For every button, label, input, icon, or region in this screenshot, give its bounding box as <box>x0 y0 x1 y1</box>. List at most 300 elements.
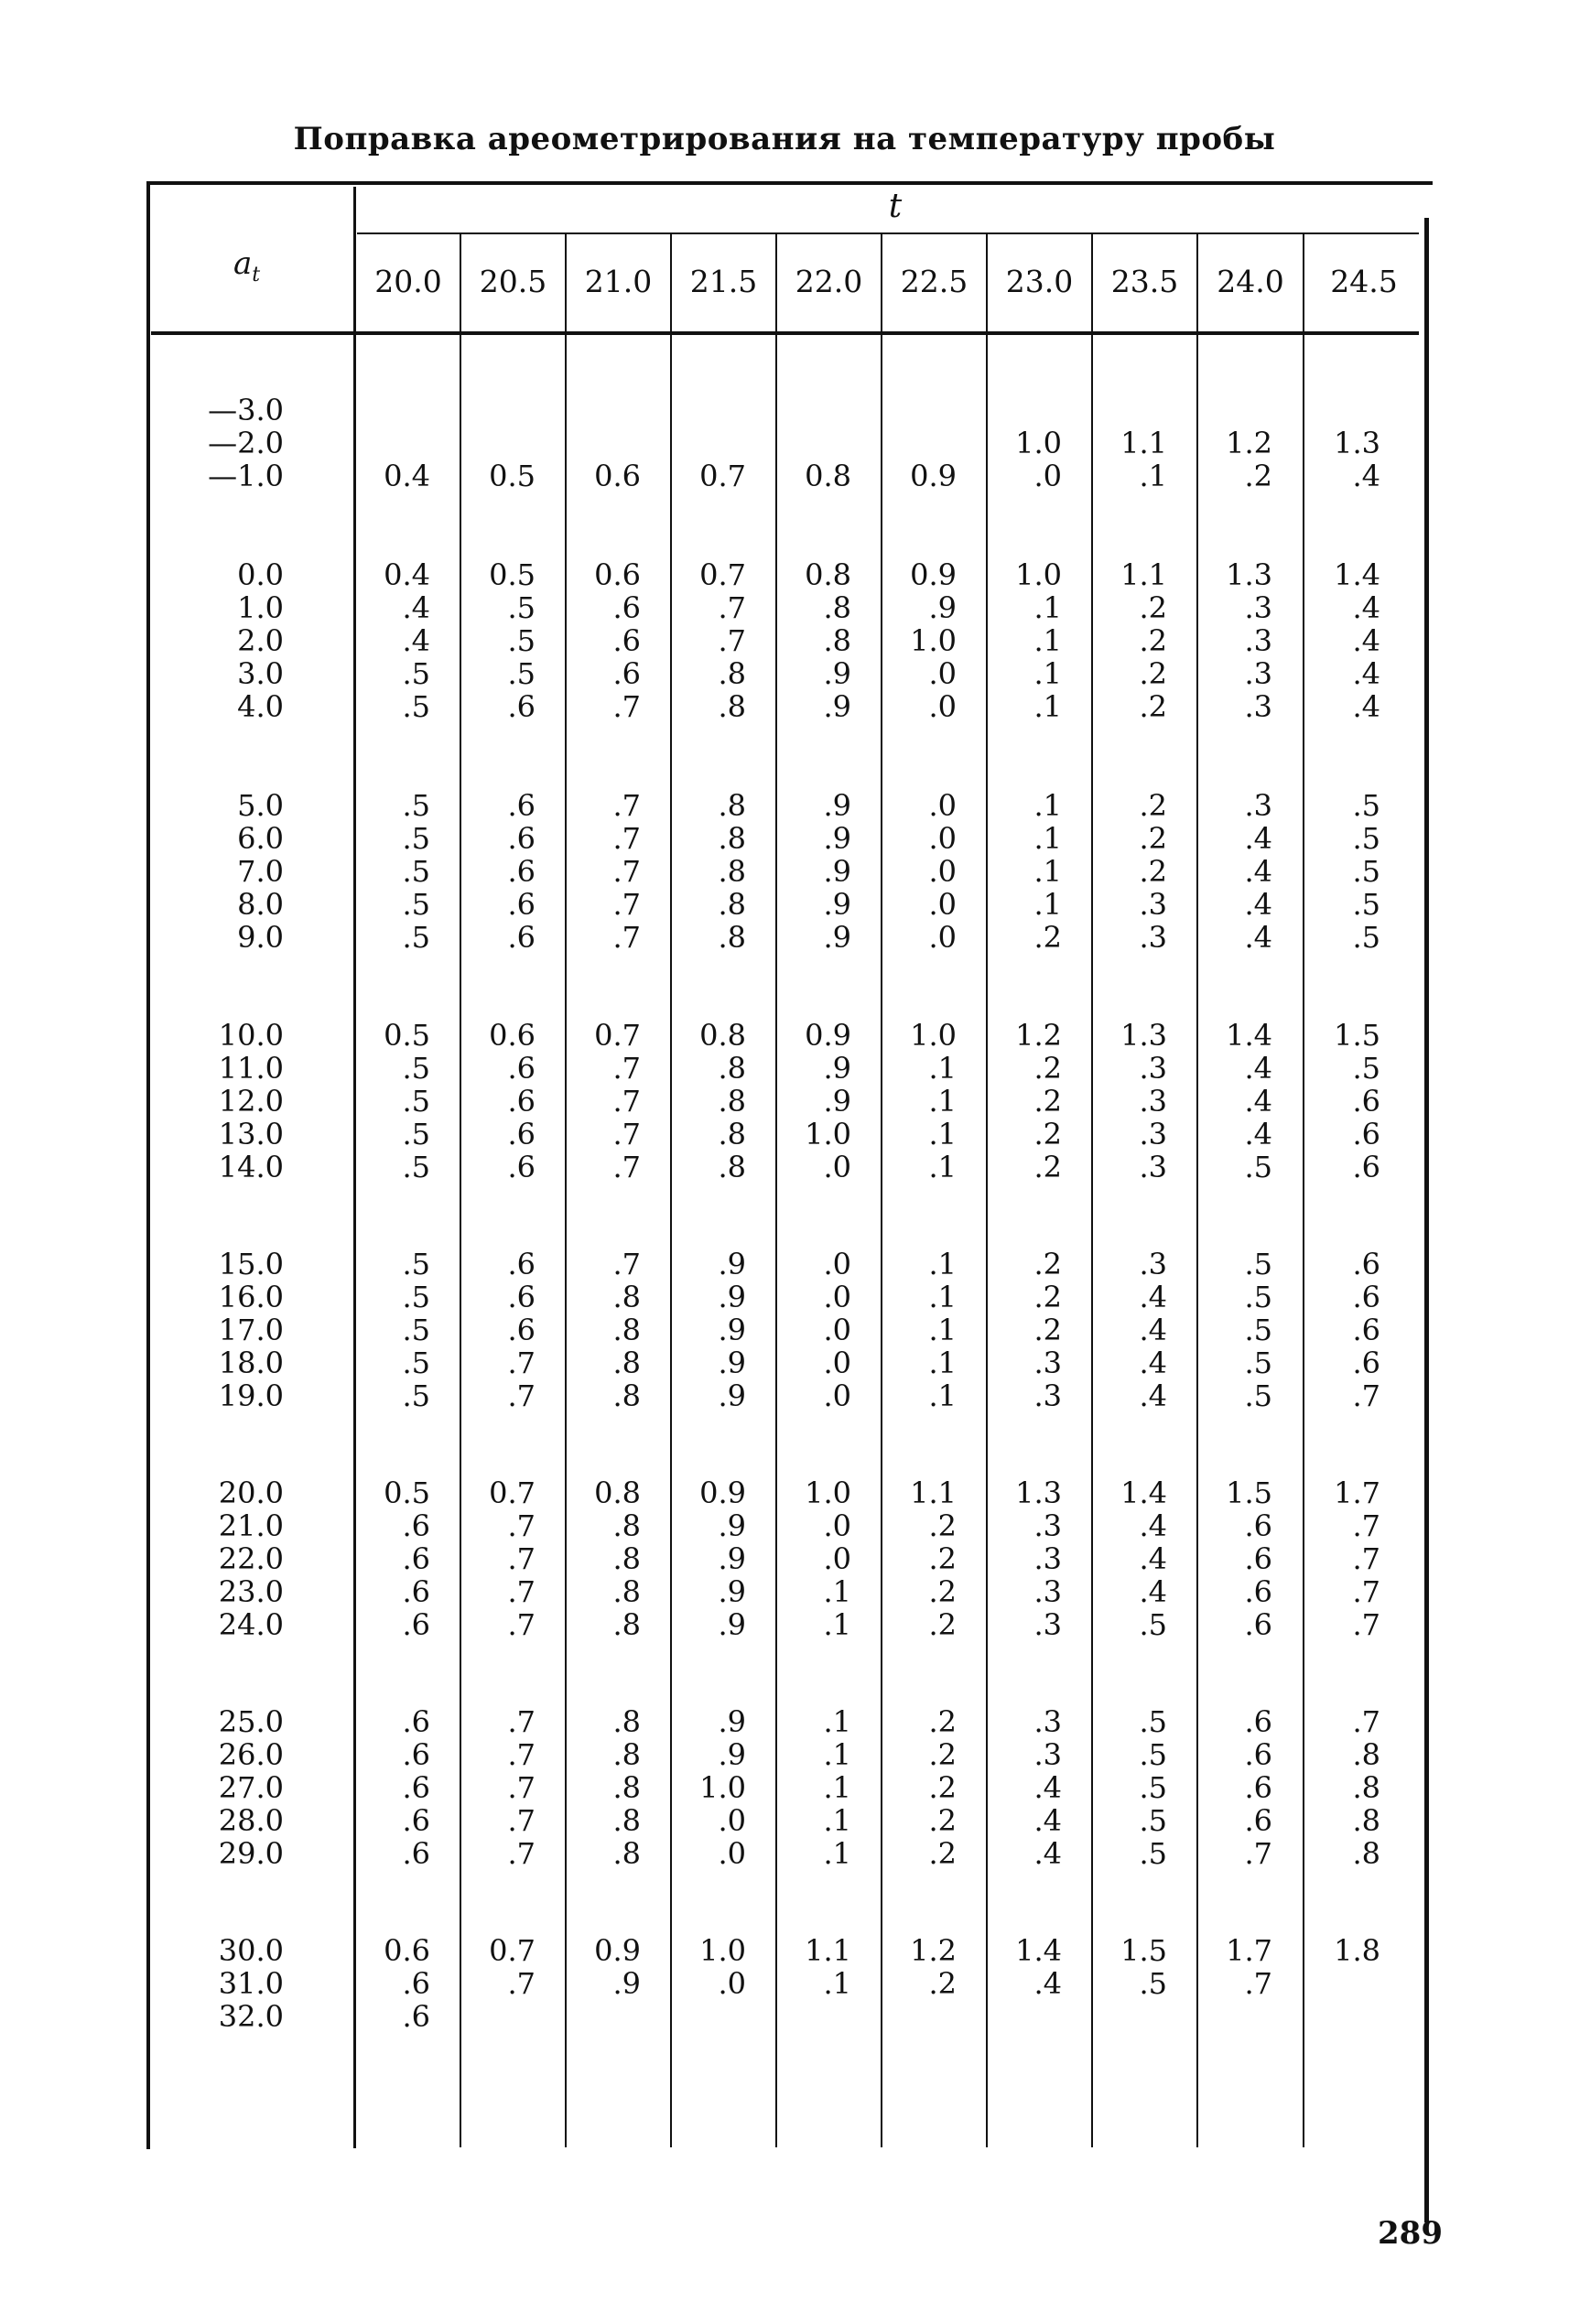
table-cell: .3 <box>1033 1737 1062 1772</box>
table-cell: .5 <box>402 689 430 724</box>
table-cell: .5 <box>1352 821 1380 856</box>
table-cell: 0.4 <box>384 459 430 493</box>
table-cell: .7 <box>612 920 641 955</box>
row-label: 29.0 <box>218 1836 284 1871</box>
table-cell: .9 <box>823 788 851 823</box>
table-cell: .4 <box>1139 1574 1167 1609</box>
row-label: 16.0 <box>218 1280 284 1314</box>
table-cell: .6 <box>1352 1280 1380 1314</box>
table-cell: .2 <box>928 1966 957 2001</box>
table-cell: .7 <box>507 1770 536 1805</box>
row-label: 20.0 <box>218 1475 284 1510</box>
row-label: 22.0 <box>218 1541 284 1576</box>
table-cell: .3 <box>1033 1508 1062 1543</box>
table-cell: .6 <box>1244 1704 1272 1739</box>
table-cell: .7 <box>507 1346 536 1380</box>
table-cell: .4 <box>1352 623 1380 658</box>
table-cell: 1.5 <box>1334 1018 1380 1053</box>
table-cell: .3 <box>1033 1607 1062 1642</box>
table-cell: .1 <box>1033 656 1062 691</box>
table-cell: .0 <box>823 1508 851 1543</box>
table-cell: .6 <box>1244 1607 1272 1642</box>
table-cell: .0 <box>823 1313 851 1347</box>
table-cell: .8 <box>823 623 851 658</box>
table-cell: .5 <box>402 854 430 889</box>
table-cell: .1 <box>823 1737 851 1772</box>
row-label: —2.0 <box>208 426 284 460</box>
table-cell: .0 <box>823 1346 851 1380</box>
table-cell: .0 <box>718 1966 746 2001</box>
table-cell: .2 <box>1033 1150 1062 1184</box>
table-cell: .5 <box>402 1280 430 1314</box>
table-cell: .5 <box>402 821 430 856</box>
table-cell: 0.5 <box>384 1018 430 1053</box>
table-cell: .1 <box>823 1803 851 1838</box>
table-cell: .2 <box>928 1770 957 1805</box>
table-cell: .7 <box>612 1150 641 1184</box>
table-cell: .3 <box>1033 1378 1062 1413</box>
at-header-letter: a <box>233 245 253 282</box>
t-header-label: t <box>888 188 903 225</box>
table-cell: .0 <box>823 1280 851 1314</box>
table-cell: .1 <box>823 1836 851 1871</box>
table-cell: .5 <box>1244 1378 1272 1413</box>
table-cell: .1 <box>823 1770 851 1805</box>
table-cell: .3 <box>1033 1346 1062 1380</box>
table-cell: .5 <box>1139 1966 1167 2001</box>
table-cell: .1 <box>1033 821 1062 856</box>
table-cell: .6 <box>1244 1770 1272 1805</box>
table-cell: .9 <box>718 1737 746 1772</box>
table-cell: 1.5 <box>1120 1933 1167 1968</box>
table-cell: .4 <box>402 623 430 658</box>
table-cell: 0.8 <box>805 557 851 592</box>
table-cell: .4 <box>1033 1836 1062 1871</box>
row-label: 4.0 <box>237 689 284 724</box>
row-label: 26.0 <box>218 1737 284 1772</box>
row-label: 1.0 <box>237 590 284 625</box>
table-cell: .9 <box>718 1607 746 1642</box>
table-cell: .4 <box>1033 1803 1062 1838</box>
table-cell: .5 <box>402 920 430 955</box>
table-cell: .2 <box>1033 1084 1062 1119</box>
table-cell: 1.7 <box>1226 1933 1272 1968</box>
table-cell: .5 <box>1352 788 1380 823</box>
table-cell: .8 <box>612 1346 641 1380</box>
table-cell: .7 <box>1244 1966 1272 2001</box>
table-cell: .4 <box>1352 459 1380 493</box>
table-cell: .6 <box>402 1704 430 1739</box>
column-header-20-5: 20.5 <box>479 264 547 299</box>
table-cell: .8 <box>612 1313 641 1347</box>
table-cell: 0.6 <box>489 1018 536 1053</box>
table-cell: .7 <box>612 821 641 856</box>
table-cell: 1.4 <box>1334 557 1380 592</box>
table-cell: .5 <box>402 788 430 823</box>
table-cell: .6 <box>507 1051 536 1086</box>
table-cell: .8 <box>612 1607 641 1642</box>
table-cell: .5 <box>1244 1280 1272 1314</box>
table-cell: .3 <box>1244 788 1272 823</box>
table-cell: .7 <box>612 854 641 889</box>
table-cell: .4 <box>1352 656 1380 691</box>
table-cell: .2 <box>928 1607 957 1642</box>
table-cell: .5 <box>402 1150 430 1184</box>
table-cell: .8 <box>1352 1836 1380 1871</box>
column-header-23-5: 23.5 <box>1110 264 1179 299</box>
table-cell: 0.9 <box>910 459 957 493</box>
table-cell: .3 <box>1139 1084 1167 1119</box>
at-header-subscript: t <box>252 263 261 286</box>
table-right-border <box>1424 218 1429 2222</box>
table-cell: .1 <box>928 1051 957 1086</box>
table-cell: .3 <box>1139 1051 1167 1086</box>
table-cell: .4 <box>1244 887 1272 922</box>
row-label: 2.0 <box>237 623 284 658</box>
table-cell: .2 <box>928 1803 957 1838</box>
row-label: —3.0 <box>208 393 284 427</box>
table-cell: .0 <box>823 1247 851 1281</box>
table-cell: .9 <box>718 1541 746 1576</box>
row-label: 11.0 <box>218 1051 284 1086</box>
table-cell: .4 <box>1033 1770 1062 1805</box>
table-cell: .5 <box>1139 1803 1167 1838</box>
table-cell: 1.0 <box>805 1117 851 1151</box>
table-cell: 0.8 <box>699 1018 746 1053</box>
row-label: 7.0 <box>237 854 284 889</box>
table-cell: 1.1 <box>1120 557 1167 592</box>
table-cell: .7 <box>612 1247 641 1281</box>
table-cell: .9 <box>823 656 851 691</box>
table-cell: .9 <box>928 590 957 625</box>
table-cell: .9 <box>718 1247 746 1281</box>
table-cell: 1.0 <box>1015 557 1062 592</box>
table-cell: .1 <box>1139 459 1167 493</box>
table-cell: .5 <box>1244 1313 1272 1347</box>
table-cell: .1 <box>1033 623 1062 658</box>
table-cell: .1 <box>823 1704 851 1739</box>
column-header-23-0: 23.0 <box>1005 264 1074 299</box>
table-cell: .2 <box>1244 459 1272 493</box>
table-cell: .6 <box>402 1574 430 1609</box>
table-cell: .8 <box>718 854 746 889</box>
column-header-24-0: 24.0 <box>1217 264 1284 299</box>
table-cell: 0.9 <box>910 557 957 592</box>
table-cell: .6 <box>507 821 536 856</box>
table-cell: .4 <box>1244 1117 1272 1151</box>
table-cell: .7 <box>507 1574 536 1609</box>
table-cell: .4 <box>1244 821 1272 856</box>
table-cell: .4 <box>1352 590 1380 625</box>
table-cell: .7 <box>1244 1836 1272 1871</box>
table-cell: .1 <box>1033 887 1062 922</box>
table-cell: .6 <box>507 1280 536 1314</box>
page-title: Поправка ареометрирования на температуру пробы <box>293 121 1276 157</box>
table-cell: .4 <box>1139 1313 1167 1347</box>
table-top-rule <box>146 181 1433 185</box>
table-cell: .6 <box>402 1836 430 1871</box>
row-label: 27.0 <box>218 1770 284 1805</box>
table-cell: .9 <box>823 887 851 922</box>
table-cell: .4 <box>1139 1346 1167 1380</box>
table-cell: .2 <box>1033 1051 1062 1086</box>
table-cell: .7 <box>612 689 641 724</box>
table-cell: .7 <box>1352 1574 1380 1609</box>
table-cell: .8 <box>612 1280 641 1314</box>
table-cell: .8 <box>718 821 746 856</box>
table-cell: .8 <box>1352 1770 1380 1805</box>
table-cell: .2 <box>928 1704 957 1739</box>
row-label: 14.0 <box>218 1150 284 1184</box>
table-cell: .7 <box>507 1508 536 1543</box>
table-cell: .6 <box>402 1508 430 1543</box>
table-cell: .6 <box>612 656 641 691</box>
table-cell: .6 <box>1352 1084 1380 1119</box>
table-cell: .7 <box>507 1966 536 2001</box>
table-cell: 0.9 <box>594 1933 641 1968</box>
table-cell: 0.5 <box>384 1475 430 1510</box>
table-cell: .5 <box>1244 1247 1272 1281</box>
table-cell: .5 <box>1352 1051 1380 1086</box>
table-cell: 1.3 <box>1120 1018 1167 1053</box>
header-bottom-rule <box>151 331 1419 335</box>
table-cell: .7 <box>612 887 641 922</box>
table-cell: .0 <box>928 887 957 922</box>
table-cell: 1.8 <box>1334 1933 1380 1968</box>
table-cell: .5 <box>507 623 536 658</box>
table-cell: 1.2 <box>910 1933 957 1968</box>
table-cell: .5 <box>402 1051 430 1086</box>
row-label: 10.0 <box>218 1018 284 1053</box>
table-cell: .9 <box>612 1966 641 2001</box>
table-cell: .9 <box>823 920 851 955</box>
row-label: 19.0 <box>218 1378 284 1413</box>
table-cell: .2 <box>1033 1313 1062 1347</box>
table-cell: 1.0 <box>910 1018 957 1053</box>
table-cell: .9 <box>718 1280 746 1314</box>
table-cell: .6 <box>507 854 536 889</box>
table-cell: .4 <box>1244 1084 1272 1119</box>
table-cell: .4 <box>402 590 430 625</box>
table-cell: 1.3 <box>1226 557 1272 592</box>
table-cell: 0.9 <box>805 1018 851 1053</box>
column-header-22-5: 22.5 <box>900 264 968 299</box>
table-cell: 1.4 <box>1226 1018 1272 1053</box>
table-cell: 0.8 <box>805 459 851 493</box>
row-label: 0.0 <box>237 557 284 592</box>
table-cell: .5 <box>1244 1346 1272 1380</box>
table-cell: .5 <box>1139 1704 1167 1739</box>
row-label: 25.0 <box>218 1704 284 1739</box>
table-cell: .6 <box>1244 1737 1272 1772</box>
table-cell: .7 <box>1352 1704 1380 1739</box>
table-cell: .8 <box>718 920 746 955</box>
table-cell: .8 <box>612 1574 641 1609</box>
table-cell: .7 <box>1352 1508 1380 1543</box>
table-cell: .4 <box>1244 854 1272 889</box>
table-cell: .5 <box>1352 854 1380 889</box>
column-header-24-5: 24.5 <box>1330 264 1398 299</box>
table-cell: .5 <box>402 656 430 691</box>
table-cell: .5 <box>402 1346 430 1380</box>
table-cell: .9 <box>823 1051 851 1086</box>
table-cell: 1.0 <box>699 1770 746 1805</box>
table-cell: 0.7 <box>489 1475 536 1510</box>
table-cell: .5 <box>1139 1770 1167 1805</box>
table-cell: .2 <box>1139 656 1167 691</box>
table-cell: 0.7 <box>699 557 746 592</box>
table-cell: .9 <box>718 1574 746 1609</box>
table-cell: .5 <box>402 887 430 922</box>
table-cell: .5 <box>1352 920 1380 955</box>
table-cell: .9 <box>823 821 851 856</box>
table-cell: .6 <box>1352 1346 1380 1380</box>
table-cell: .7 <box>718 590 746 625</box>
table-cell: .8 <box>718 887 746 922</box>
table-cell: .1 <box>1033 854 1062 889</box>
table-cell: .2 <box>928 1836 957 1871</box>
t-header-rule <box>357 232 1419 234</box>
table-cell: .3 <box>1244 656 1272 691</box>
table-cell: 1.0 <box>910 623 957 658</box>
table-cell: .1 <box>823 1966 851 2001</box>
table-cell: .0 <box>823 1541 851 1576</box>
table-cell: .3 <box>1139 1117 1167 1151</box>
table-cell: 1.3 <box>1015 1475 1062 1510</box>
row-label: 21.0 <box>218 1508 284 1543</box>
table-cell: .8 <box>718 1117 746 1151</box>
table-cell: .2 <box>928 1508 957 1543</box>
table-cell: .0 <box>718 1836 746 1871</box>
table-cell: .0 <box>928 656 957 691</box>
table-cell: .8 <box>612 1770 641 1805</box>
table-cell: .7 <box>1352 1541 1380 1576</box>
table-cell: .1 <box>928 1313 957 1347</box>
table-cell: .7 <box>1352 1378 1380 1413</box>
table-cell: 0.7 <box>489 1933 536 1968</box>
table-cell: 1.4 <box>1120 1475 1167 1510</box>
row-label: —1.0 <box>208 459 284 493</box>
table-cell: .6 <box>1352 1313 1380 1347</box>
row-label: 18.0 <box>218 1346 284 1380</box>
table-cell: .2 <box>1139 854 1167 889</box>
table-cell: .6 <box>1244 1803 1272 1838</box>
table-cell: .0 <box>928 689 957 724</box>
table-cell: .3 <box>1139 1247 1167 1281</box>
table-cell: .6 <box>612 623 641 658</box>
table-cell: .3 <box>1244 590 1272 625</box>
table-cell: .2 <box>1139 788 1167 823</box>
column-header-21-5: 21.5 <box>689 264 758 299</box>
table-cell: .6 <box>402 1803 430 1838</box>
table-cell: .1 <box>928 1084 957 1119</box>
table-cell: .3 <box>1139 887 1167 922</box>
table-cell: .6 <box>1352 1117 1380 1151</box>
table-cell: .1 <box>928 1378 957 1413</box>
table-cell: .4 <box>1139 1541 1167 1576</box>
table-cell: .2 <box>1139 590 1167 625</box>
table-cell: .8 <box>612 1378 641 1413</box>
row-label: 5.0 <box>237 788 284 823</box>
table-cell: .8 <box>718 1150 746 1184</box>
table-cell: .9 <box>718 1313 746 1347</box>
row-label: 32.0 <box>218 1999 284 2034</box>
table-cell: 1.7 <box>1334 1475 1380 1510</box>
table-cell: .1 <box>823 1607 851 1642</box>
table-cell: .1 <box>1033 590 1062 625</box>
table-cell: .6 <box>402 1770 430 1805</box>
table-cell: .7 <box>507 1737 536 1772</box>
table-cell: .3 <box>1139 1150 1167 1184</box>
table-cell: .6 <box>507 1117 536 1151</box>
table-cell: .8 <box>612 1836 641 1871</box>
table-cell: .7 <box>1352 1607 1380 1642</box>
table-cell: 0.7 <box>594 1018 641 1053</box>
at-header-label <box>233 245 260 286</box>
table-cell: .6 <box>1352 1150 1380 1184</box>
table-cell: 1.0 <box>805 1475 851 1510</box>
table-cell: .6 <box>1244 1508 1272 1543</box>
table-cell: .4 <box>1033 1966 1062 2001</box>
table-cell: 1.0 <box>1015 426 1062 460</box>
table-cell: .5 <box>402 1247 430 1281</box>
table-cell: .0 <box>928 854 957 889</box>
table-cell: .6 <box>507 1247 536 1281</box>
table-cell: .0 <box>718 1803 746 1838</box>
table-cell: .0 <box>823 1150 851 1184</box>
table-cell: .0 <box>928 821 957 856</box>
table-cell: 1.5 <box>1226 1475 1272 1510</box>
row-label: 6.0 <box>237 821 284 856</box>
table-cell: .5 <box>1139 1737 1167 1772</box>
table-cell: .4 <box>1139 1378 1167 1413</box>
table-cell: .7 <box>507 1378 536 1413</box>
row-label: 12.0 <box>218 1084 284 1119</box>
table-cell: .4 <box>1139 1508 1167 1543</box>
table-cell: .1 <box>823 1574 851 1609</box>
table-cell: .6 <box>507 887 536 922</box>
table-cell: 1.4 <box>1015 1933 1062 1968</box>
table-cell: .9 <box>718 1508 746 1543</box>
table-cell: .5 <box>507 656 536 691</box>
table-cell: .8 <box>612 1508 641 1543</box>
table-cell: .9 <box>823 689 851 724</box>
table-cell: .3 <box>1244 689 1272 724</box>
row-label: 9.0 <box>237 920 284 955</box>
table-cell: .7 <box>612 1084 641 1119</box>
table-cell: .7 <box>612 1051 641 1086</box>
table-cell: 1.3 <box>1334 426 1380 460</box>
table-cell: .0 <box>928 788 957 823</box>
table-cell: 0.5 <box>489 459 536 493</box>
table-cell: .6 <box>1352 1247 1380 1281</box>
table-cell: .7 <box>612 1117 641 1151</box>
table-cell: 0.7 <box>699 459 746 493</box>
table-cell: .2 <box>928 1574 957 1609</box>
table-cell: .1 <box>928 1150 957 1184</box>
table-cell: .4 <box>1352 689 1380 724</box>
table-cell: .7 <box>718 623 746 658</box>
table-cell: 0.6 <box>594 557 641 592</box>
table-cell: .1 <box>928 1280 957 1314</box>
table-cell: .2 <box>1033 1247 1062 1281</box>
row-label: 8.0 <box>237 887 284 922</box>
row-label: 31.0 <box>218 1966 284 2001</box>
table-cell: .8 <box>718 689 746 724</box>
table-cell: .2 <box>928 1737 957 1772</box>
column-header-20-0: 20.0 <box>374 264 442 299</box>
table-cell: .9 <box>718 1346 746 1380</box>
